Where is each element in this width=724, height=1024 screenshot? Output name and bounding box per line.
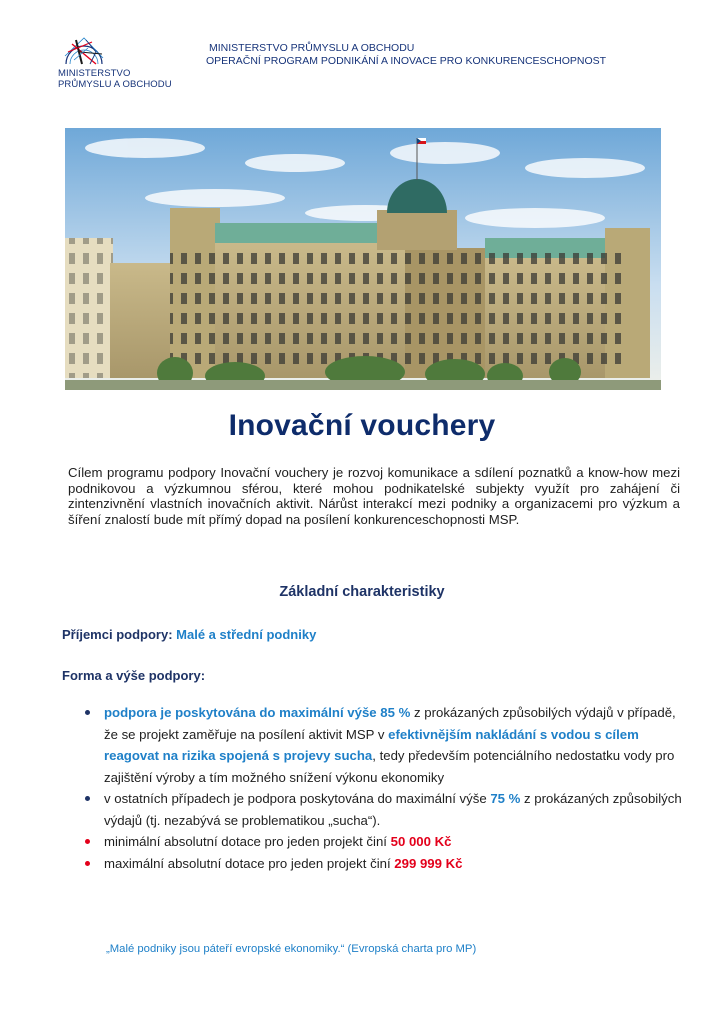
min-amount: 50 000 Kč <box>390 834 452 849</box>
list-item <box>78 853 690 875</box>
ministry-building-photo <box>65 128 661 390</box>
recipients-line <box>62 627 316 642</box>
document-header <box>206 42 607 67</box>
bullet-highlight: efektivnějším nakládání s vodou s cílem reagovat na rizika spojená s projevy sucha <box>104 726 639 763</box>
globe-logo-icon <box>62 34 106 66</box>
bullet-text: minimální absolutní dotace pro jeden projekt činí <box>104 834 391 849</box>
support-list <box>78 702 690 874</box>
bullet-text: z prokázaných způsobilých výdajů v případě, že se projekt zaměřuje na posílení aktivit MSP v <box>104 705 676 742</box>
building-photo-icon <box>65 128 661 390</box>
header-line2: OPERAČNÍ PROGRAM PODNIKÁNÍ A INOVACE PRO KONKURENCESCHOPNOST <box>206 54 607 67</box>
list-item <box>78 788 690 831</box>
page-title: Inovační vouchery <box>228 409 496 442</box>
recipients-label: Příjemci podpory: <box>62 627 173 642</box>
bullet-text: , tedy především potenciálního nedostatku vody pro zajištění výroby a tím možného snížení výkonu ekonomiky <box>104 748 675 785</box>
section-title: Základní charakteristiky <box>279 584 445 600</box>
ministry-logo <box>56 34 186 96</box>
quote: „Malé podniky jsou páteří evropské ekonomiky.“ (Evropská charta pro MP) <box>106 943 477 955</box>
bullet-highlight: 75 % <box>490 791 521 806</box>
max-amount: 299 999 Kč <box>394 855 463 871</box>
bullet-icon <box>85 796 90 801</box>
logo-text-line1: MINISTERSTVO <box>58 68 131 79</box>
logo-text-line2: PRŮMYSLU A OBCHODU <box>58 79 172 90</box>
list-item <box>78 831 690 853</box>
bullet-icon <box>85 839 90 844</box>
header-line1: MINISTERSTVO PRŮMYSLU A OBCHODU <box>209 42 415 54</box>
bullet-text: maximální absolutní dotace pro jeden projekt činí <box>104 855 395 871</box>
bullet-icon <box>85 710 90 715</box>
intro-paragraph: Cílem programu podpory Inovační vouchery je rozvoj komunikace a sdílení poznatků a know-how mezi podnikovou a výzkumnou sférou, které mohou podnikatelské subjekty využít pro zahájení či zintenzivnění vlastních inovačních aktivit. Nárůst interakcí mezi podniky a organizacemi pro výzkum a šíření znalostí bude mít přímý dopad na posílení konkurenceschopnosti MSP. <box>68 465 680 527</box>
list-item <box>78 702 690 788</box>
bullet-highlight: podpora je poskytována do maximální výše 85 % <box>104 705 411 720</box>
recipients-value: Malé a střední podniky <box>176 627 317 642</box>
bullet-text: v ostatních případech je podpora poskytována do maximální výše <box>104 791 491 806</box>
support-form-label: Forma a výše podpory: <box>62 668 206 683</box>
bullet-text: z prokázaných způsobilých výdajů (tj. nezabývá se problematikou „sucha“). <box>104 791 682 828</box>
bullet-icon <box>85 861 90 866</box>
